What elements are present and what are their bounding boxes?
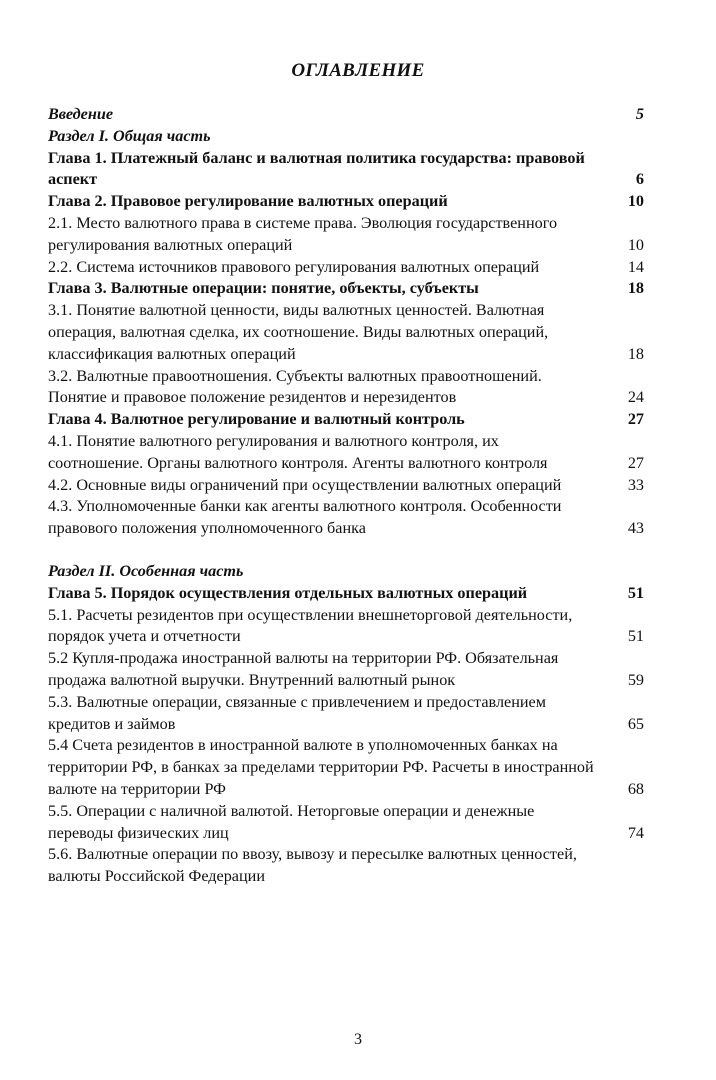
toc-item-5-2[interactable] (48, 648, 644, 692)
toc-entry-text: Глава 4. Валютное регулирование и валютный контроль (48, 410, 465, 429)
toc-entry-text: Раздел I. Общая часть (48, 126, 211, 145)
toc-entry-page: 33 (627, 475, 644, 494)
toc-item-5-6[interactable] (48, 844, 644, 888)
toc-chapter-4[interactable] (48, 409, 644, 431)
toc-item-2-2[interactable] (48, 257, 644, 279)
toc-entry-page: 5 (635, 105, 644, 123)
toc-item-5-3[interactable] (48, 692, 644, 736)
toc-entry-page: 65 (627, 714, 644, 733)
toc-entry-text: 5.5. Операции с наличной валютой. Неторговые операции и денежные переводы физических лиц (48, 801, 535, 842)
toc-entry-page: 74 (627, 823, 644, 842)
toc-entry-text: 5.3. Валютные операции, связанные с привлечением и предоставлением кредитов и займов (48, 692, 546, 733)
toc-chapter-5[interactable] (48, 583, 644, 605)
toc-item-5-5[interactable] (48, 801, 644, 845)
toc-entry-introduction[interactable] (48, 104, 644, 126)
toc-entry-page: 27 (627, 453, 644, 472)
toc-item-4-3[interactable] (48, 496, 644, 540)
toc-entry-text: 5.6. Валютные операции по ввозу, вывозу и пересылке валютных ценностей, валюты Российской Федерации (48, 845, 577, 886)
toc-item-5-4[interactable] (48, 735, 644, 800)
toc-entry-text: Раздел II. Особенная часть (48, 561, 244, 580)
toc-entry-page: 68 (627, 779, 644, 798)
toc-entry-page: 27 (627, 410, 644, 429)
toc-item-2-1[interactable] (48, 213, 644, 257)
toc-chapter-2[interactable] (48, 191, 644, 213)
toc-section-2[interactable] (48, 561, 644, 583)
toc-entry-page: 6 (635, 170, 644, 189)
toc-entry-text: 3.2. Валютные правоотношения. Субъекты валютных правоотношений. Понятие и правовое положение резидентов и нерезидентов (48, 366, 542, 407)
toc-entry-text: Глава 1. Платежный баланс и валютная политика государства: правовой аспект (48, 148, 585, 189)
toc-entry-page: 18 (627, 344, 644, 363)
toc-entry-page: 51 (627, 627, 644, 646)
toc-entry-page: 24 (627, 388, 644, 407)
toc-section-1[interactable] (48, 126, 644, 148)
toc-entry-text: 5.4 Счета резидентов в иностранной валюте в уполномоченных банках на территории РФ, в банках за пределами территории РФ. Расчеты в иностранной валюте на территории РФ (48, 736, 594, 798)
toc-item-5-1[interactable] (48, 605, 644, 649)
toc-entry-text: 5.1. Расчеты резидентов при осуществлении внешнеторговой деятельности, порядок учета и отчетности (48, 605, 573, 646)
toc-entry-text: 5.2 Купля-продажа иностранной валюты на территории РФ. Обязательная продажа валютной выручки. Внутренний валютный рынок (48, 649, 559, 689)
toc-entry-text: 3.1. Понятие валютной ценности, виды валютных ценностей. Валютная операция, валютная сделка, их соотношение. Виды валютных операций, классификация валютных операций (48, 301, 549, 363)
toc-entry-text: Глава 2. Правовое регулирование валютных операций (48, 192, 448, 211)
toc-entry-text: Введение (48, 105, 114, 123)
toc-entry-text: 2.1. Место валютного права в системе права. Эволюция государственного регулирования валютных операций (48, 213, 558, 254)
toc-entry-text: 2.2. Система источников правового регулирования валютных операций (48, 257, 540, 276)
toc-entry-page: 10 (627, 192, 644, 211)
toc-entry-text: 4.2. Основные виды ограничений при осуществлении валютных операций (48, 475, 562, 494)
toc-entry-page: 43 (627, 519, 644, 538)
toc-item-3-2[interactable] (48, 366, 644, 410)
toc-entry-page: 51 (627, 583, 644, 602)
toc-entry-page: 10 (627, 235, 644, 254)
toc-entry-text: 4.3. Уполномоченные банки как агенты валютного контроля. Особенности правового положения уполномоченного банка (48, 497, 562, 538)
toc-entry-text: Глава 5. Порядок осуществления отдельных валютных операций (48, 583, 528, 602)
section-spacer (48, 540, 644, 561)
page-title: ОГЛАВЛЕНИЕ (291, 60, 425, 81)
toc-entry-text: Глава 3. Валютные операции: понятие, объекты, субъекты (48, 279, 479, 298)
toc-item-3-1[interactable] (48, 300, 644, 365)
toc-item-4-1[interactable] (48, 431, 644, 475)
toc-entry-page: 59 (627, 670, 644, 689)
toc-item-4-2[interactable] (48, 475, 644, 497)
table-of-contents (48, 104, 644, 888)
toc-entry-text: 4.1. Понятие валютного регулирования и валютного контроля, их соотношение. Органы валютного контроля. Агенты валютного контроля (48, 431, 548, 472)
page-number: 3 (354, 1031, 362, 1048)
toc-chapter-1[interactable] (48, 148, 644, 192)
toc-entry-page: 14 (627, 257, 644, 276)
toc-chapter-3[interactable] (48, 278, 644, 300)
toc-entry-page: 18 (627, 279, 644, 298)
